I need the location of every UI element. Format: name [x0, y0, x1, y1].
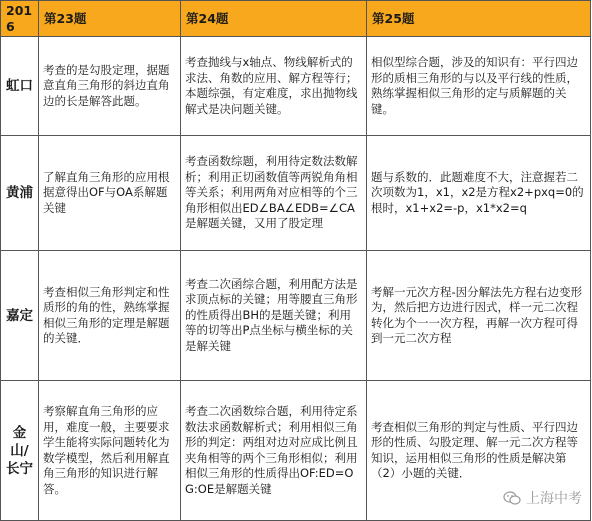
watermark-text: 上海中考	[526, 491, 582, 507]
watermark	[503, 488, 582, 508]
q25-cell: 相似型综合题，涉及的知识有：平行四边形的质相三角形的与以及平行线的性质，熟练掌握相似三角形的定与质解题的关键。	[367, 37, 591, 136]
q25-cell: 题与系数的．此题难度不大，注意握若二次项数为1，x1，x2是方程x2+pxq=0的根时，x1+x2=-p，x1*x2=q	[367, 136, 591, 251]
q24-cell: 考查二次函综合题，利用配方法是求顶点标的关键；用等腰直三角形的性质得出BH的是题关键；利用等的切等出P点坐标与横坐标的关是解关键	[181, 251, 367, 381]
q24-cell: 考查二次函数综合题，利用待定系数法求函数解析式；利用相似三角形的判定：两组对边对应成比例且夹角相等的两个三角形相似；利用相似三角形的性质得出OF:ED=OG:OE是解题关键	[181, 381, 367, 521]
q23-cell: 考察解直角三角形的应用，难度一般，主要要求学生能将实际问题转化为数学模型，然后利用解直角三角形的知识进行解答。	[39, 381, 181, 521]
header-row	[1, 1, 591, 37]
wechat-icon	[503, 491, 521, 505]
table-row	[1, 37, 591, 136]
header-q23: 第23题	[39, 1, 181, 37]
q23-cell: 考查的是勾股定理，据题意直角三角形的斜边直角边的长是解答此题。	[39, 37, 181, 136]
q25-cell: 考查相似三角形的判定与性质、平行四边形的性质、勾股定理、解一元二次方程等知识，运用相似三角形的性质是解决第（2）小题的关键．	[367, 381, 591, 521]
header-q24: 第24题	[181, 1, 367, 37]
q23-cell: 了解直角三角形的应用根据意得出OF与OA系解题关键	[39, 136, 181, 251]
region-cell: 金山/长宁	[1, 381, 39, 521]
header-q25: 第25题	[367, 1, 591, 37]
region-cell: 虹口	[1, 37, 39, 136]
header-year: 2016	[1, 1, 39, 37]
q25-cell: 考解一元次方程-因分解法先方程右边变形为，然后把方边进行因式，样一元二次程转化为个一一次方程，再解一次方程可得到一元二次方程	[367, 251, 591, 381]
q23-cell: 考查相似三角形判定和性质形的角的性，熟练掌握相似三角形的定理是解题的关键．	[39, 251, 181, 381]
region-cell: 嘉定	[1, 251, 39, 381]
q24-cell: 考查函数综题，利用待定数法数解析；利用正切函数值等两锐角角相等关系；利用两角对应相等的个三角形相似出ED∠BA∠EDB=∠CA是解题关键，又用了股定理	[181, 136, 367, 251]
q24-cell: 考查抛线与x轴点、物线解析式的求法、角数的应用、解方程等行；本题综强，有定难度，求出抛物线解式是决问题关键。	[181, 37, 367, 136]
table-row	[1, 381, 591, 521]
table-row	[1, 136, 591, 251]
table-row	[1, 251, 591, 381]
region-cell: 黄浦	[1, 136, 39, 251]
